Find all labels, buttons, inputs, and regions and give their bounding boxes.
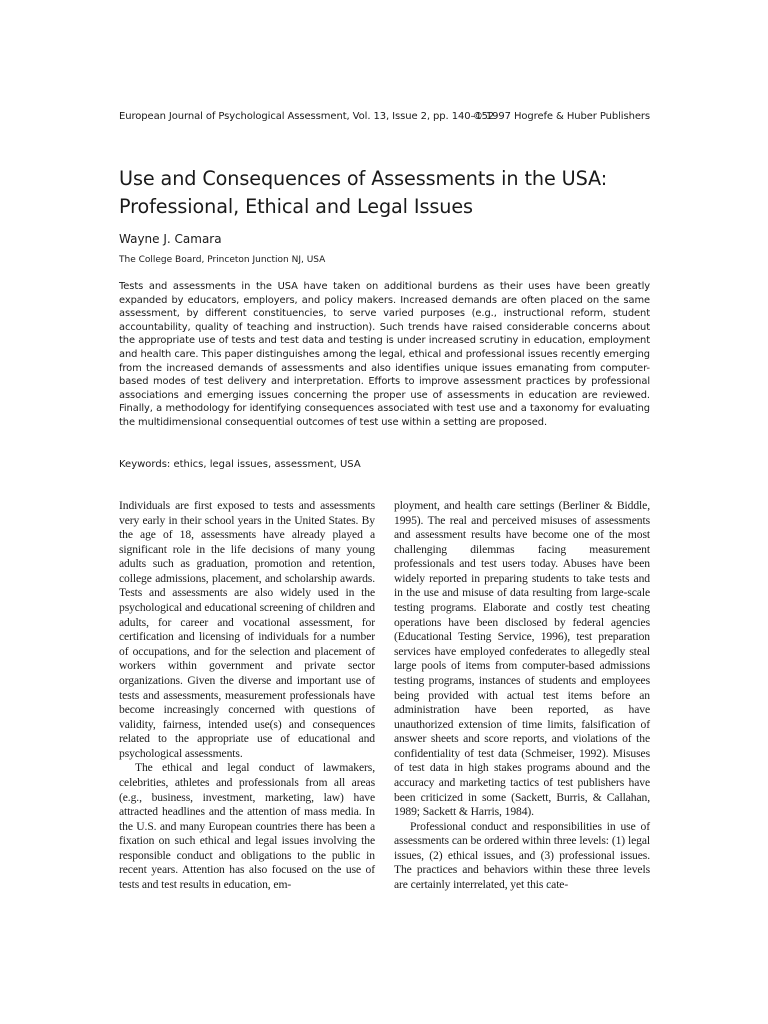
article-title-line-2: Professional, Ethical and Legal Issues [119, 195, 473, 218]
copyright-notice: © 1997 Hogrefe & Huber Publishers [472, 111, 650, 122]
body-paragraph: Individuals are first exposed to tests and assessments very early in their school years in the United States. By the age of 18, assessments have already played a significant role in the life decisions of many young adults such as graduation, promotion and retention, college admissions, placement, and scholarship awards. Tests and assessments are also widely used in the psychological and educational screening of children and adults, for career and vocational assessment, for certification and licensing of individuals for a number of occupations, and for the selection and placement of workers within government and private sector organizations. Given the diverse and important use of tests and assessments, measurement professionals have become increasingly concerned with questions of validity, fairness, intended use(s) and consequences related to the appropriate use of educational and psychological assessments. [119, 499, 375, 760]
body-column-right [394, 499, 650, 893]
body-paragraph: The ethical and legal conduct of lawmakers, celebrities, athletes and professionals from all areas (e.g., business, investment, marketing, law) have attracted headlines and the attention of mass media. In the U.S. and many European countries there has been a fixation on such ethical and legal issues involving the responsible conduct and obligations to the public in recent years. Attention has also focused on the use of tests and test results in education, em- [119, 761, 375, 892]
author-name: Wayne J. Camara [119, 232, 222, 246]
author-affiliation: The College Board, Princeton Junction NJ, USA [119, 255, 326, 265]
abstract: Tests and assessments in the USA have taken on additional burdens as their uses have been greatly expanded by educators, employers, and policy makers. Increased demands are often placed on the same assessment, by different constituencies, to serve varied purposes (e.g., instructional reform, student accountability, quality of teaching and instruction). Such trends have raised considerable concerns about the appropriate use of tests and test data and testing is under increased scrutiny in education, employment and health care. This paper distinguishes among the legal, ethical and professional issues recently emerging from the increased demands of assessments and also identifies unique issues emanating from computer-based modes of test delivery and interpretation. Efforts to improve assessment practices by professional associations and emerging issues concerning the proper use of assessments in education are reviewed. Finally, a methodology for identifying consequences associated with test use and a taxonomy for evaluating the multidimensional consequential outcomes of test use within a setting are proposed. [119, 281, 650, 428]
body-paragraph: ployment, and health care settings (Berliner & Biddle, 1995). The real and perceived misuses of assessments and assessment results have become one of the most challenging dilemmas facing measurement professionals and test users today. Abuses have been widely reported in preparing students to take tests and in the use and misuse of data resulting from large-scale testing programs. Elaborate and costly test cheating operations have been disclosed by federal agencies (Educational Testing Service, 1996), test preparation services have employed confederates to allegedly steal large pools of items from computer-based admissions testing programs, instances of students and employees being provided with actual test items before an administration have been reported, as have unauthorized extension of time limits, falsification of answer sheets and score reports, and violations of the confidentiality of test data (Schmeiser, 1992). Misuses of test data in high stakes programs abound and the accuracy and marketing tactics of test publishers have been criticized in some (Sackett, Burris, & Callahan, 1989; Sackett & Harris, 1984). [394, 499, 650, 819]
keywords: Keywords: ethics, legal issues, assessment, USA [119, 459, 361, 470]
body-paragraph: Professional conduct and responsibilities in use of assessments can be ordered within three levels: (1) legal issues, (2) ethical issues, and (3) professional issues. The practices and behaviors within these three levels are certainly interrelated, yet this cate- [394, 819, 650, 892]
journal-citation: European Journal of Psychological Assessment, Vol. 13, Issue 2, pp. 140–152 [119, 111, 495, 122]
article-title-line-1: Use and Consequences of Assessments in the USA: [119, 167, 608, 190]
journal-header [119, 111, 650, 122]
article-title [119, 165, 659, 221]
body-column-left [119, 499, 375, 893]
